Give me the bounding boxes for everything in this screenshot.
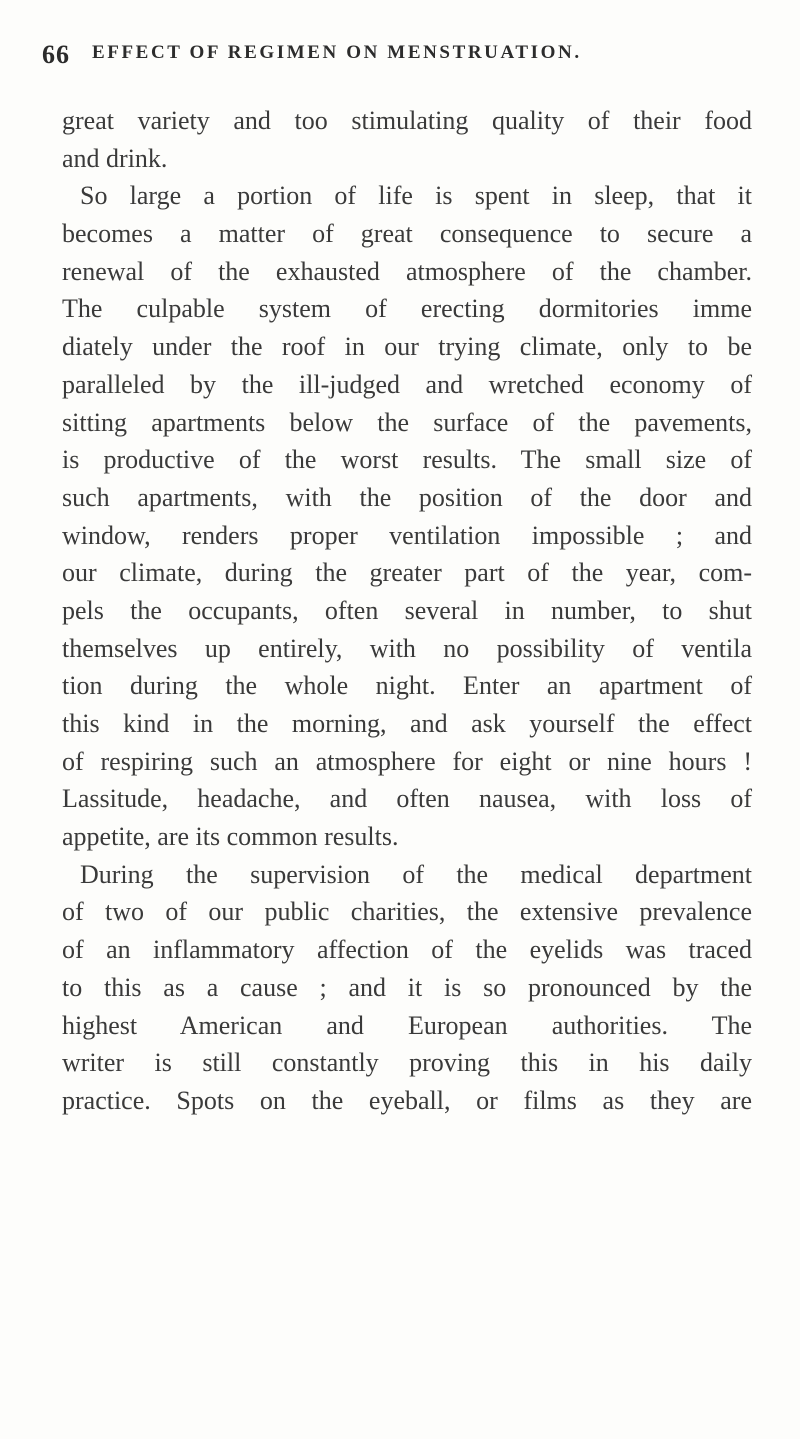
running-head: EFFECT OF REGIMEN ON MENSTRUATION. <box>92 42 582 63</box>
text-line: renewal of the exhausted atmosphere of the chamber. <box>62 256 752 286</box>
text-line: this kind in the morning, and ask yourself the effect <box>62 709 752 738</box>
text-line: diately under the roof in our trying climate, only to be <box>62 332 752 362</box>
text-line: So large a portion of life is spent in sleep, that it <box>80 181 752 211</box>
text-line: of respiring such an atmosphere for eight or nine hours ! <box>62 746 752 776</box>
text-line: such apartments, with the position of the door and <box>62 482 752 512</box>
text-line: writer is still constantly proving this in his daily <box>62 1048 752 1078</box>
text-line: pels the occupants, often several in number, to shut <box>62 595 752 625</box>
text-line: Lassitude, headache, and often nausea, with loss of <box>62 784 752 814</box>
text-line: tion during the whole night. Enter an apartment of <box>62 671 752 701</box>
text-line: of two of our public charities, the extensive prevalence <box>62 897 752 927</box>
page-number: 66 <box>42 40 70 69</box>
text-line: practice. Spots on the eyeball, or films as they are <box>62 1085 752 1115</box>
page-header <box>42 40 762 74</box>
text-line: themselves up entirely, with no possibility of ventila <box>62 633 752 663</box>
text-line: our climate, during the greater part of the year, com- <box>62 558 752 588</box>
text-line: During the supervision of the medical department <box>80 859 752 889</box>
text-line: sitting apartments below the surface of the pavements, <box>62 407 752 437</box>
text-line: great variety and too stimulating quality of their food <box>62 106 752 135</box>
text-line: appetite, are its common results. <box>62 822 399 852</box>
text-line: and drink. <box>62 143 168 173</box>
body-text <box>62 102 752 1120</box>
text-line: is productive of the worst results. The small size of <box>62 445 752 475</box>
text-line: becomes a matter of great consequence to secure a <box>62 219 752 249</box>
text-line: The culpable system of erecting dormitories imme <box>62 294 752 324</box>
text-line: highest American and European authorities. The <box>62 1010 752 1040</box>
text-line: paralleled by the ill-judged and wretched economy of <box>62 369 752 399</box>
text-line: of an inflammatory affection of the eyelids was traced <box>62 935 752 965</box>
text-line: window, renders proper ventilation impossible ; and <box>62 520 752 550</box>
text-line: to this as a cause ; and it is so pronounced by the <box>62 972 752 1002</box>
